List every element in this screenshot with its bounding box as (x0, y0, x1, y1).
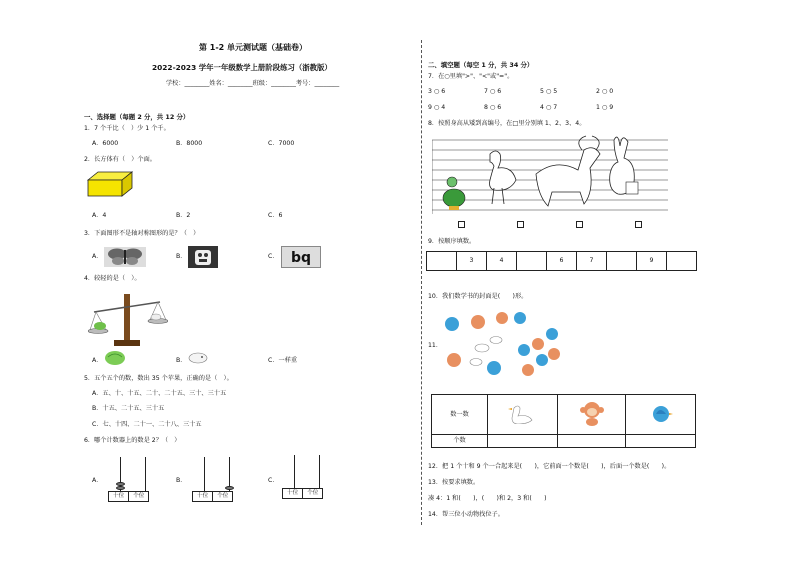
tens-label: 十位 (109, 492, 129, 501)
q14-text: 14．帮三位小动物找位子。 (428, 511, 504, 518)
mushroom-icon (187, 352, 209, 364)
number-sequence-table (426, 251, 697, 271)
abacus-b-tens-rod (204, 457, 205, 492)
q6-option-b: B． (176, 477, 187, 484)
q8-text: 8．按照身高从矮到高编号，在□里分别填 1、2、3、4。 (428, 120, 586, 127)
cabbage-icon (104, 349, 126, 365)
answer-box[interactable] (635, 221, 642, 228)
student-info-line: 学校：________姓名：________班级：________考号：________ (166, 80, 340, 87)
goose-icon (508, 402, 538, 424)
q11-label: 11． (428, 342, 443, 349)
tens-label: 十位 (193, 492, 213, 501)
sequence-cell[interactable] (427, 252, 457, 271)
ones-label: 个位 (217, 493, 229, 499)
q4-text: 4．较轻的是（ ）。 (84, 275, 141, 282)
count-cell-goose[interactable] (488, 435, 558, 448)
q5-text: 5．五个五个的数，数出 35 个苹果，正确的是（ ）。 (84, 375, 233, 382)
sequence-cell: 9 (637, 252, 667, 271)
answer-box[interactable] (517, 221, 524, 228)
q7-text: 7．在○里填">"、"<"或"="。 (428, 73, 514, 80)
q1-text: 1．7 个千比（ ）少 1 个千。 (84, 125, 170, 132)
q1-option-b: B．8000 (176, 140, 203, 147)
q2-option-b: B．2 (176, 212, 191, 219)
q6-text: 6．哪个计数器上的数是 2？（ ） (84, 437, 181, 444)
q7-row-2 (428, 104, 652, 112)
sequence-cell: 7 (577, 252, 607, 271)
cuboid-image (86, 170, 134, 198)
q4-option-b: B． (176, 357, 187, 364)
answer-box[interactable] (576, 221, 583, 228)
column-divider (421, 40, 422, 525)
sequence-cell[interactable] (607, 252, 637, 271)
q4-option-a: A． (92, 357, 103, 364)
section-1-heading: 一、选择题（每题 2 分，共 12 分） (84, 113, 190, 121)
q5-option-b: B．十五、二十五、三十五 (92, 405, 165, 412)
q2-option-c: C．6 (268, 212, 283, 219)
compare-item: 4 ○ 7 (540, 104, 558, 111)
abacus-c-tens-rod (294, 455, 295, 490)
q3-option-c: C． (268, 253, 279, 260)
abacus-b-place-box (192, 491, 233, 502)
q5-option-a: A．五、十、十五、二十、二十五、三十、三十五 (92, 390, 227, 397)
compare-item: 3 ○ 6 (428, 88, 446, 95)
q9-text: 9．按顺序填数。 (428, 238, 476, 245)
abacus-a-place-box (108, 491, 149, 502)
q1-option-c: C．7000 (268, 140, 295, 147)
q13-line: 凑 4：1 和( )，( )和 2，3 和( ) (428, 495, 547, 502)
q7-row-1 (428, 88, 652, 96)
q3-option-b: B． (176, 253, 187, 260)
tens-label: 十位 (283, 489, 303, 498)
q6-option-c: C． (268, 477, 279, 484)
count-cell-bird[interactable] (626, 435, 696, 448)
compare-item: 5 ○ 5 (540, 88, 558, 95)
abacus-a-ones-rod (145, 457, 146, 492)
q10-text: 10．我们数学书的封面是( )形。 (428, 293, 528, 300)
sequence-cell: 4 (487, 252, 517, 271)
abacus-b-bead (225, 486, 234, 490)
sequence-cell: 3 (457, 252, 487, 271)
compare-item: 2 ○ 0 (596, 88, 614, 95)
sequence-cell[interactable] (667, 252, 697, 271)
bq-letters-image: bq (281, 246, 321, 268)
answer-box[interactable] (458, 221, 465, 228)
section-2-heading: 二、填空题（每空 1 分，共 34 分） (428, 61, 534, 69)
count-cell-monkey[interactable] (558, 435, 626, 448)
abacus-a-bead (116, 486, 125, 490)
compare-item: 9 ○ 4 (428, 104, 446, 111)
abacus-c-place-box (282, 488, 323, 499)
sequence-cell[interactable] (517, 252, 547, 271)
page-title: 第 1-2 单元测试题（基础卷） (199, 43, 308, 52)
abacus-c-ones-rod (319, 455, 320, 490)
compare-item: 8 ○ 6 (484, 104, 502, 111)
q6-option-a: A． (92, 477, 103, 484)
q4-option-c: C．一样重 (268, 357, 298, 364)
bird-icon (648, 402, 674, 424)
count-table (431, 394, 696, 448)
animals-cluster-image (442, 312, 572, 380)
monkey-icon (578, 400, 606, 426)
q1-option-a: A．6000 (92, 140, 119, 147)
page-subtitle: 2022-2023 学年一年级数学上册阶段练习（浙教版） (152, 63, 332, 72)
q13-text: 13．按要求填数。 (428, 479, 480, 486)
robot-face-icon (188, 246, 218, 268)
q2-text: 2．长方体有（ ）个面。 (84, 156, 156, 163)
q5-option-c: C．七、十四、二十一、二十八、三十五 (92, 421, 202, 428)
balance-scale-image (88, 290, 168, 350)
compare-item: 7 ○ 6 (484, 88, 502, 95)
count-header-label: 数一数 (432, 395, 488, 435)
animals-height-image (432, 134, 668, 218)
q3-text: 3．下面图形不是轴对称图形的是？（ ） (84, 230, 200, 237)
q3-option-a: A． (92, 253, 103, 260)
butterfly-icon (104, 247, 146, 267)
sequence-cell: 6 (547, 252, 577, 271)
ones-label: 个位 (307, 490, 319, 496)
compare-item: 1 ○ 9 (596, 104, 614, 111)
count-row-label: 个数 (432, 435, 488, 448)
q12-text: 12．把 1 个十和 9 个一合起来是( )，它前面一个数是( )，后面一个数是( )。 (428, 463, 671, 470)
q8-answer-boxes (432, 221, 668, 228)
q2-option-a: A．4 (92, 212, 107, 219)
ones-label: 个位 (133, 493, 145, 499)
